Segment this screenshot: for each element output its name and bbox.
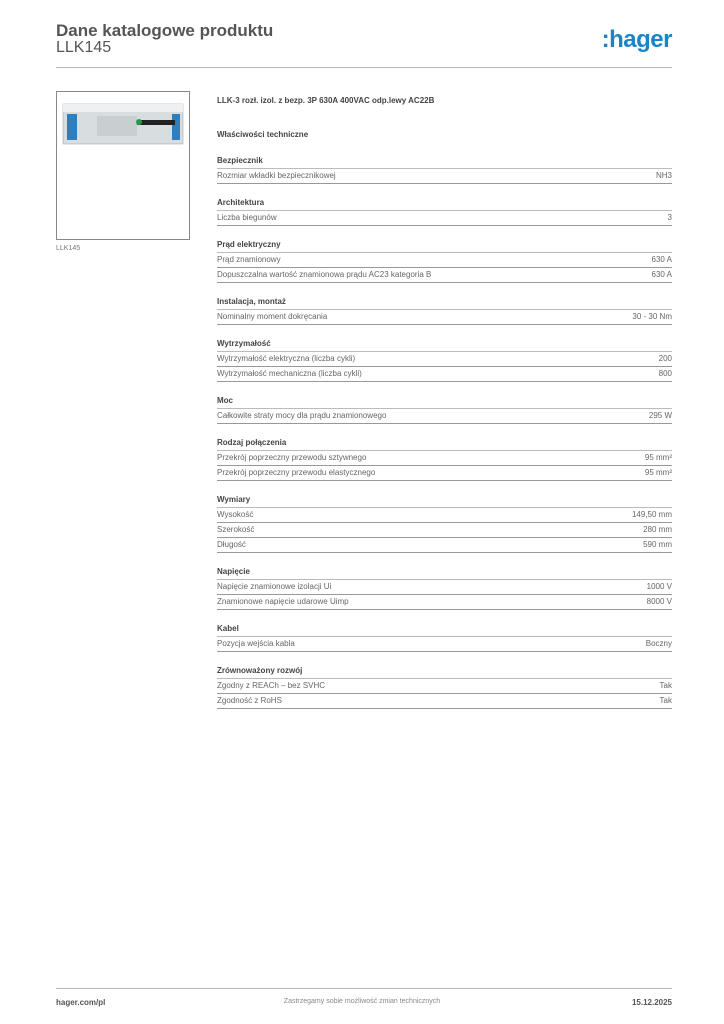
spec-value: 8000 V: [646, 597, 672, 606]
section-heading: Architektura: [217, 196, 672, 211]
section-heading: Kabel: [217, 622, 672, 637]
section-heading: Moc: [217, 394, 672, 409]
spec-section: [217, 154, 672, 184]
spec-label: Napięcie znamionowe izolacji Ui: [217, 582, 332, 591]
spec-label: Zgodność z RoHS: [217, 696, 282, 705]
spec-label: Wysokość: [217, 510, 254, 519]
spec-label: Zgodny z REACh – bez SVHC: [217, 681, 326, 690]
spec-value: 149,50 mm: [631, 510, 672, 519]
spec-section: [217, 295, 672, 325]
spec-label: Liczba biegunów: [217, 213, 277, 222]
spec-row: [217, 466, 672, 481]
spec-row: [217, 595, 672, 610]
spec-section: [217, 337, 672, 382]
spec-value: 295 W: [648, 411, 672, 420]
spec-row: [217, 253, 672, 268]
spec-row: [217, 679, 672, 694]
spec-value: 630 A: [651, 270, 672, 279]
section-heading: Bezpiecznik: [217, 154, 672, 169]
spec-row: [217, 523, 672, 538]
spec-row: [217, 694, 672, 709]
spec-value: 30 - 30 Nm: [632, 312, 672, 321]
section-heading: Napięcie: [217, 565, 672, 580]
section-heading: Rodzaj połączenia: [217, 436, 672, 451]
spec-value: 95 mm²: [644, 468, 672, 477]
spec-label: Wytrzymałość elektryczna (liczba cykli): [217, 354, 356, 363]
spec-label: Przekrój poprzeczny przewodu elastycznego: [217, 468, 376, 477]
spec-value: 3: [667, 213, 672, 222]
product-image: [56, 91, 190, 240]
spec-row: [217, 409, 672, 424]
spec-value: 95 mm²: [644, 453, 672, 462]
spec-row: [217, 352, 672, 367]
spec-value: 280 mm: [643, 525, 672, 534]
section-heading: Wymiary: [217, 493, 672, 508]
spec-section: [217, 436, 672, 481]
spec-label: Długość: [217, 540, 246, 549]
spec-value: 630 A: [651, 255, 672, 264]
footer-date: 15.12.2025: [631, 998, 672, 1007]
spec-label: Szerokość: [217, 525, 255, 534]
spec-section: [217, 394, 672, 424]
spec-value: Tak: [659, 696, 672, 705]
spec-label: Pozycja wejścia kabla: [217, 639, 295, 648]
spec-section: [217, 664, 672, 709]
spec-section: [217, 565, 672, 610]
properties-title: Właściwości techniczne: [217, 130, 309, 139]
section-heading: Zrównoważony rozwój: [217, 664, 672, 679]
footer-divider: [56, 988, 672, 989]
spec-row: [217, 538, 672, 553]
footer-notice: Zastrzegamy sobie możliwość zmian technicznych: [283, 998, 441, 1005]
spec-label: Całkowite straty mocy dla prądu znamionowego: [217, 411, 387, 420]
section-heading: Prąd elektryczny: [217, 238, 672, 253]
spec-row: [217, 508, 672, 523]
spec-label: Rozmiar wkładki bezpiecznikowej: [217, 171, 336, 180]
section-heading: Instalacja, montaż: [217, 295, 672, 310]
spec-value: Tak: [659, 681, 672, 690]
spec-label: Nominalny moment dokręcania: [217, 312, 328, 321]
product-code: LLK145: [56, 39, 112, 56]
spec-row: [217, 367, 672, 382]
footer-website[interactable]: hager.com/pl: [56, 998, 106, 1007]
spec-row: [217, 580, 672, 595]
product-details: [217, 96, 672, 709]
spec-row: [217, 211, 672, 226]
spec-label: Prąd znamionowy: [217, 255, 281, 264]
page-title: Dane katalogowe produktu: [56, 21, 274, 40]
section-heading: Wytrzymałość: [217, 337, 672, 352]
spec-value: 800: [658, 369, 672, 378]
spec-value: 590 mm: [643, 540, 672, 549]
hager-logo: :hager: [601, 26, 672, 53]
header-divider: [56, 67, 672, 68]
spec-value: 1000 V: [646, 582, 672, 591]
image-caption: LLK145: [56, 245, 81, 252]
spec-row: [217, 268, 672, 283]
spec-row: [217, 310, 672, 325]
spec-label: Wytrzymałość mechaniczna (liczba cykli): [217, 369, 362, 378]
spec-section: [217, 196, 672, 226]
product-description: LLK-3 rozł. izol. z bezp. 3P 630A 400VAC odp.lewy AC22B: [217, 96, 435, 105]
spec-section: [217, 238, 672, 283]
spec-row: [217, 451, 672, 466]
spec-section: [217, 493, 672, 553]
spec-row: [217, 637, 672, 652]
spec-label: Przekrój poprzeczny przewodu sztywnego: [217, 453, 367, 462]
spec-label: Dopuszczalna wartość znamionowa prądu AC23 kategoria B: [217, 270, 432, 279]
spec-section: [217, 622, 672, 652]
spec-value: NH3: [655, 171, 672, 180]
spec-value: Boczny: [645, 639, 672, 648]
spec-value: 200: [658, 354, 672, 363]
spec-row: [217, 169, 672, 184]
spec-label: Znamionowe napięcie udarowe Uimp: [217, 597, 349, 606]
